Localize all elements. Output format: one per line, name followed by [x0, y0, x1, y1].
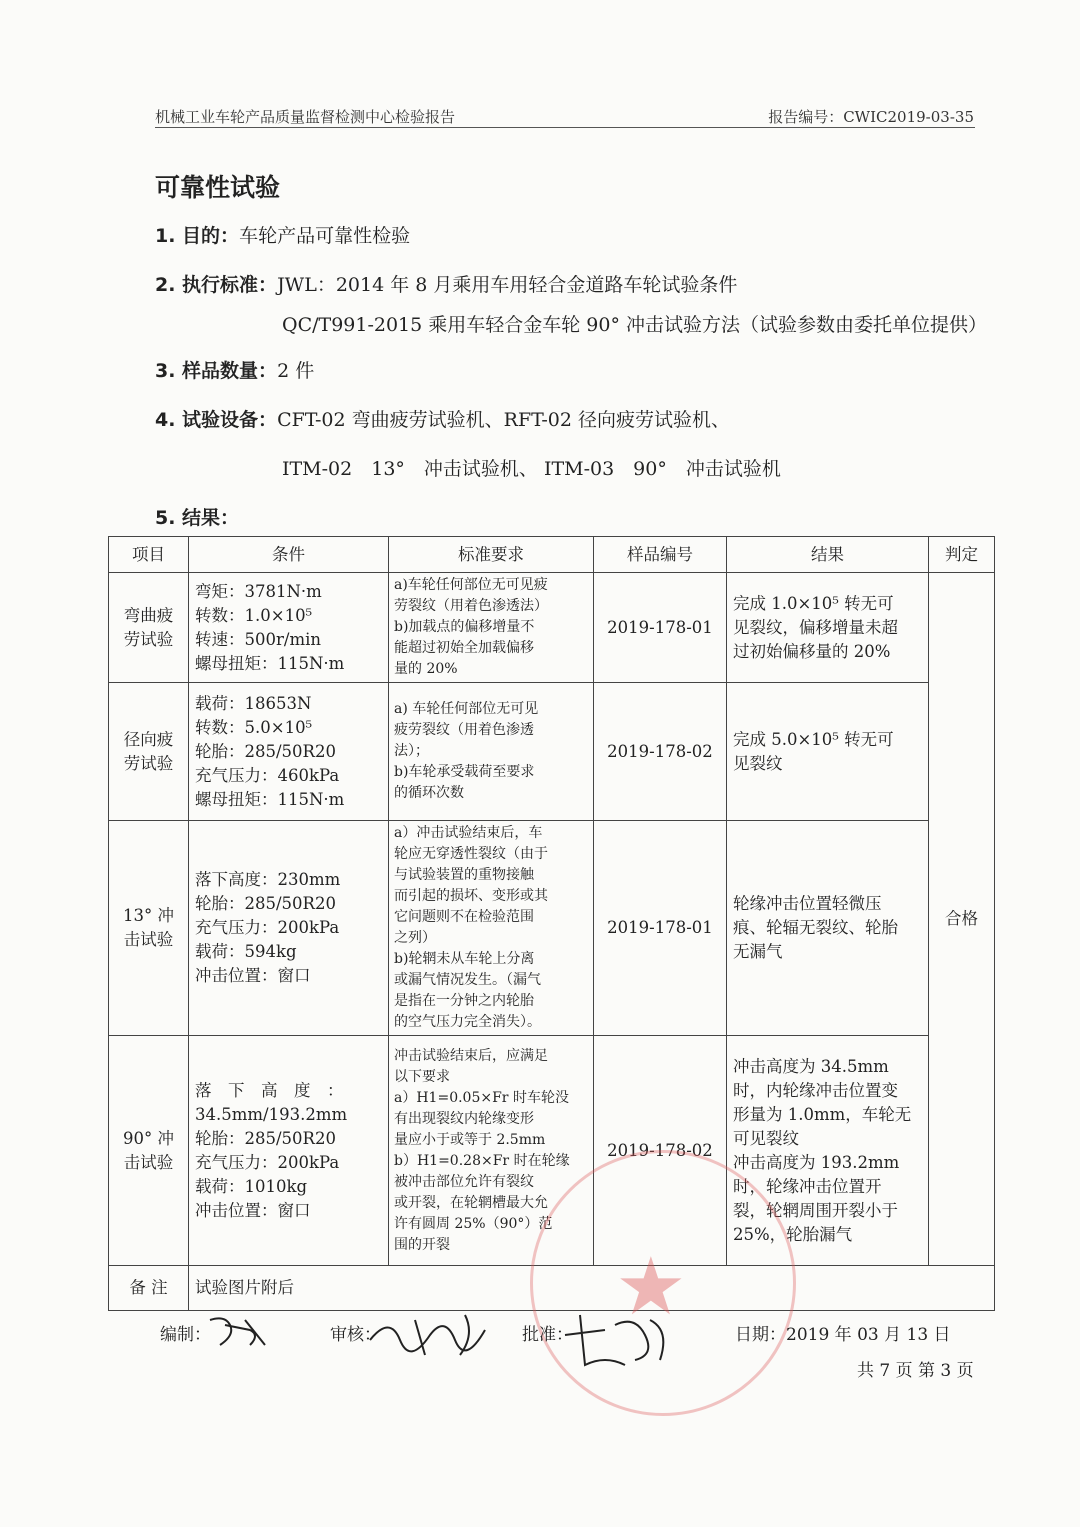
test-item [109, 821, 189, 1036]
result-line: 时，轮缘冲击位置开 [733, 1176, 882, 1196]
standard-requirement-line: 有出现裂纹内轮缘变形 [394, 1110, 534, 1127]
editor-signature [205, 1310, 275, 1350]
section-item [155, 356, 314, 383]
results-table [108, 536, 995, 1311]
test-item-line: 劳试验 [123, 753, 174, 773]
standard-requirement-line: a）冲击试验结束后，车 [394, 825, 543, 841]
sample-number: 2019-178-02 [594, 683, 727, 821]
column-header: 条件 [189, 537, 389, 573]
result-line: 时，内轮缘冲击位置变 [733, 1080, 898, 1100]
section-item [155, 221, 410, 248]
item-text: QC/T991-2015 乘用车轻合金车轮 90° 冲击试验方法（试验参数由委托单位提供） [282, 314, 988, 336]
sample-number: 2019-178-02 [594, 1036, 727, 1266]
standard-requirement-line: 劳裂纹（用着色渗透法） [394, 598, 548, 614]
section-item [155, 503, 239, 530]
standard-requirement-line: 的循环次数 [394, 785, 464, 801]
stamp-star-icon: ★ [615, 1240, 687, 1333]
column-header: 标准要求 [389, 537, 594, 573]
table-row [109, 683, 995, 821]
header-divider [155, 127, 975, 128]
reviewer-signature [365, 1310, 505, 1360]
item-label: 1. 目的： [155, 225, 240, 247]
standard-requirement-line: 是指在一分钟之内轮胎 [394, 993, 534, 1009]
standard-requirement-line: b）H1=0.28×Fr 时在轮缘 [394, 1152, 570, 1169]
verdict: 合格 [929, 573, 995, 1266]
item-label: 2. 执行标准： [155, 274, 278, 296]
standard-requirement-line: 冲击试验结束后，应满足 [394, 1047, 548, 1064]
standard-requirement-line: 的空气压力完全消失）。 [394, 1014, 541, 1030]
conditions-line: 落下高度：230mm [195, 870, 341, 889]
standard-requirement-line: 而引起的损坏、变形或其 [394, 888, 548, 904]
header-left: 机械工业车轮产品质量监督检测中心检验报告 [155, 108, 456, 126]
standard-requirement-line: 被冲击部位允许有裂纹 [394, 1173, 534, 1190]
result-line: 见裂纹 [733, 753, 783, 773]
report-date: 日期：2019 年 03 月 13 日 [735, 1325, 951, 1345]
standard-requirement-line: 它问题则不在检验范围 [394, 909, 534, 925]
table-row [109, 821, 995, 1036]
standard-requirement-line: b)加载点的偏移增量不 [394, 619, 535, 635]
column-header: 样品编号 [594, 537, 727, 573]
column-header: 结果 [727, 537, 929, 573]
item-text: ITM-02 13° 冲击试验机、 ITM-03 90° 冲击试验机 [282, 458, 781, 480]
standard-requirement-line: 法）； [394, 743, 429, 759]
test-item-line: 击试验 [123, 930, 174, 949]
test-item-line: 径向疲 [123, 729, 174, 749]
result [727, 573, 929, 683]
item-label: 4. 试验设备： [155, 409, 278, 431]
result-line: 完成 1.0×10⁵ 转无可 [733, 593, 894, 613]
item-text: CFT-02 弯曲疲劳试验机、RFT-02 径向疲劳试验机、 [277, 409, 730, 431]
standard-requirement-line: 能超过初始全加载偏移 [394, 640, 534, 656]
approver-signature [555, 1305, 685, 1375]
standard-requirement-line: 之列） [394, 930, 436, 946]
item-text: 车轮产品可靠性检验 [239, 225, 411, 247]
conditions-line: 34.5mm/193.2mm [195, 1104, 348, 1124]
test-item-line: 弯曲疲 [123, 605, 174, 625]
result-line: 完成 5.0×10⁵ 转无可 [733, 729, 894, 749]
conditions-line: 螺母扭矩：115N·m [195, 789, 345, 809]
test-item [109, 1036, 189, 1266]
conditions-line: 冲击位置：窗口 [195, 1200, 311, 1220]
conditions-line: 转数：1.0×10⁵ [195, 605, 313, 625]
standard-requirement-line: 量的 20% [394, 661, 458, 677]
result-line: 冲击高度为 34.5mm [733, 1056, 889, 1076]
standard-requirement-line: 量应小于或等于 2.5mm [394, 1131, 546, 1148]
result-line: 痕、轮辐无裂纹、轮胎 [733, 918, 898, 937]
page-title: 可靠性试验 [155, 173, 281, 202]
conditions-line: 轮胎：285/50R20 [195, 1128, 336, 1148]
column-header: 项目 [109, 537, 189, 573]
conditions-line: 载荷：18653N [195, 693, 312, 713]
sample-number: 2019-178-01 [594, 573, 727, 683]
section-item [155, 405, 730, 432]
standard-requirement-line: b)轮辋未从车轮上分离 [394, 951, 535, 967]
result-line: 无漏气 [733, 942, 783, 961]
conditions [189, 683, 389, 821]
result [727, 683, 929, 821]
test-item-line: 13° 冲 [123, 906, 174, 925]
conditions-line: 螺母扭矩：115N·m [195, 653, 345, 673]
test-item-line: 劳试验 [123, 629, 174, 649]
sample-number: 2019-178-01 [594, 821, 727, 1036]
item-label: 5. 结果： [155, 507, 240, 529]
table-row [109, 573, 995, 683]
result-line: 见裂纹，偏移增量未超 [733, 617, 898, 637]
standard-requirement-line: 轮应无穿透性裂纹（由于 [394, 846, 548, 862]
editor-label: 编制： [160, 1325, 211, 1345]
standard-requirement-line: 围的开裂 [394, 1236, 450, 1253]
standard-requirement-line: 与试验装置的重物接触 [394, 867, 534, 883]
standard-requirement-line: 疲劳裂纹（用着色渗透 [394, 722, 534, 738]
conditions-line: 轮胎：285/50R20 [195, 894, 336, 913]
conditions-line: 落 下 高 度 ： [195, 1080, 344, 1100]
conditions [189, 821, 389, 1036]
result-line: 形量为 1.0mm，车轮无 [733, 1104, 912, 1124]
standard-requirement-line: b)车轮承受载荷至要求 [394, 764, 535, 780]
standard-requirement-line: a) 车轮任何部位无可见 [394, 701, 539, 717]
conditions-line: 冲击位置：窗口 [195, 966, 311, 985]
conditions-line: 载荷：594kg [195, 942, 297, 961]
column-header: 判定 [929, 537, 995, 573]
test-item-line: 击试验 [123, 1152, 174, 1172]
section-item [155, 270, 737, 297]
result-line: 可见裂纹 [733, 1128, 799, 1148]
section-item [282, 454, 781, 481]
result-line: 25%，轮胎漏气 [733, 1224, 853, 1244]
standard-requirement-line: a）H1=0.05×Fr 时车轮没 [394, 1089, 569, 1106]
page-count: 共 7 页 第 3 页 [857, 1361, 974, 1381]
conditions-line: 轮胎：285/50R20 [195, 741, 336, 761]
conditions-line: 弯矩：3781N·m [195, 581, 322, 601]
standard-requirement-line: 许有圆周 25%（90°）范 [394, 1215, 553, 1232]
remark-label: 备 注 [109, 1266, 189, 1311]
conditions-line: 转速：500r/min [195, 629, 321, 649]
conditions-line: 载荷：1010kg [195, 1176, 308, 1196]
result-line: 过初始偏移量的 20% [733, 641, 891, 661]
table-header [109, 537, 995, 573]
conditions [189, 1036, 389, 1266]
result [727, 821, 929, 1036]
standard-requirement [389, 683, 594, 821]
standard-requirement-line: 或开裂，在轮辋槽最大允 [394, 1194, 548, 1211]
header-right: 报告编号：CWIC2019-03-35 [768, 108, 974, 126]
section-item [282, 310, 987, 337]
conditions-line: 充气压力：200kPa [195, 1152, 340, 1172]
standard-requirement [389, 821, 594, 1036]
test-item [109, 683, 189, 821]
standard-requirement-line: 或漏气情况发生。（漏气 [394, 972, 541, 988]
conditions-line: 充气压力：460kPa [195, 765, 340, 785]
standard-requirement-line: 以下要求 [394, 1068, 450, 1085]
item-text: 2 件 [277, 360, 315, 382]
standard-requirement [389, 573, 594, 683]
item-label: 3. 样品数量： [155, 360, 278, 382]
conditions-line: 充气压力：200kPa [195, 918, 340, 937]
result-line: 裂，轮辋周围开裂小于 [733, 1200, 898, 1220]
remark-text: 试验图片附后 [189, 1266, 995, 1311]
reviewer-label: 审核： [330, 1325, 381, 1345]
result-line: 冲击高度为 193.2mm [733, 1152, 900, 1172]
test-item [109, 573, 189, 683]
conditions-line: 转数：5.0×10⁵ [195, 717, 313, 737]
conditions [189, 573, 389, 683]
test-item-line: 90° 冲 [123, 1128, 174, 1148]
item-text: JWL：2014 年 8 月乘用车用轻合金道路车轮试验条件 [277, 274, 738, 296]
approver-label: 批准： [522, 1325, 573, 1345]
standard-requirement-line: a)车轮任何部位无可见疲 [394, 577, 548, 593]
result-line: 轮缘冲击位置轻微压 [733, 894, 882, 913]
